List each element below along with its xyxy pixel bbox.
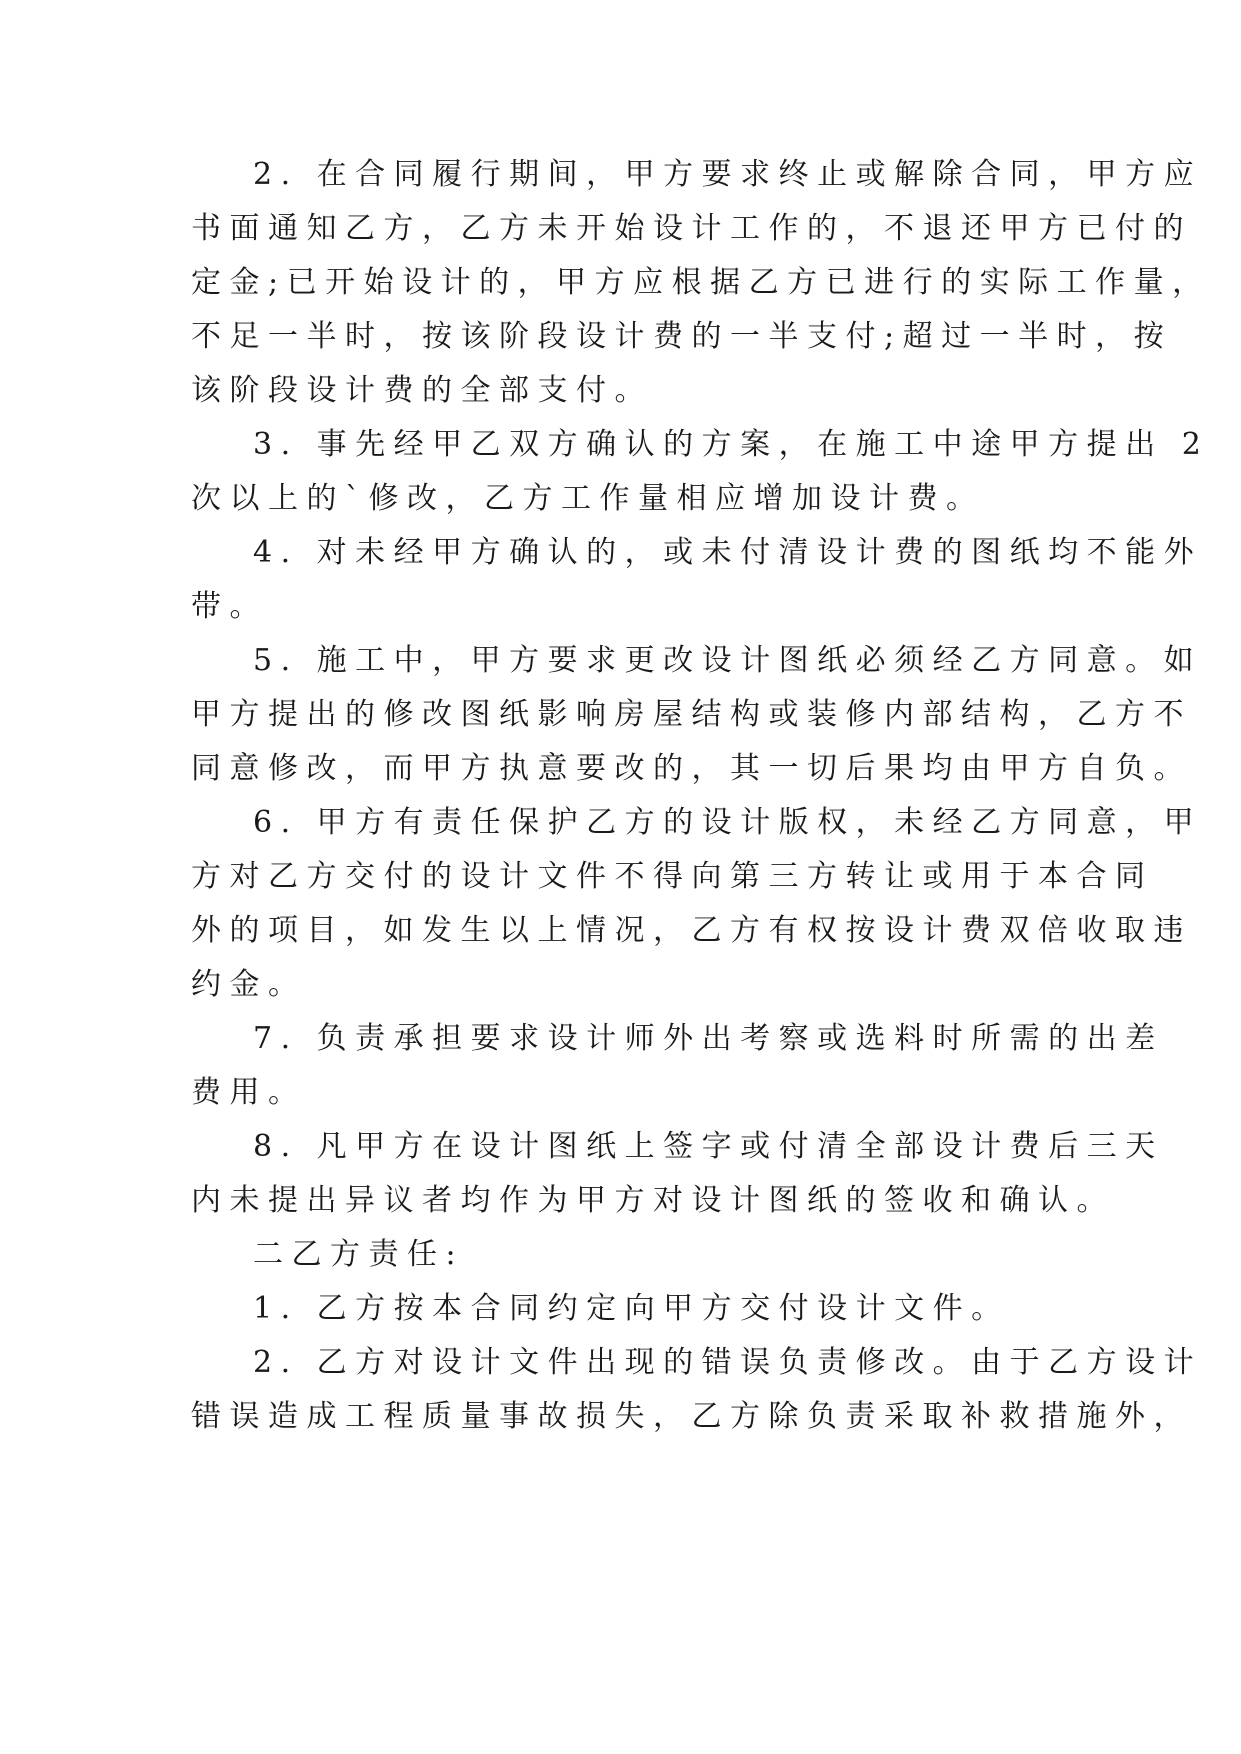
- section-heading-party-b: 二乙方责任:: [253, 1237, 465, 1272]
- clause-5-line-1: 5. 施工中，甲方要求更改设计图纸必须经乙方同意。如: [253, 643, 1203, 678]
- clause-4-line-1: 4. 对未经甲方确认的，或未付清设计费的图纸均不能外: [253, 535, 1203, 570]
- clause-8-line-2: 内未提出异议者均作为甲方对设计图纸的签收和确认。: [191, 1183, 1115, 1218]
- clause-2-line-1: 2. 在合同履行期间，甲方要求终止或解除合同，甲方应: [253, 157, 1203, 192]
- clause-8-line-1: 8. 凡甲方在设计图纸上签字或付清全部设计费后三天: [253, 1129, 1164, 1164]
- clause-7-line-1: 7. 负责承担要求设计师外出考察或选料时所需的出差: [253, 1021, 1164, 1056]
- clause-2-line-4: 不足一半时，按该阶段设计费的一半支付;超过一半时，按: [191, 319, 1173, 354]
- clause-6-line-4: 约金。: [191, 967, 307, 1002]
- clause-3-line-1: 3. 事先经甲乙双方确认的方案，在施工中途甲方提出 2: [253, 427, 1210, 462]
- clause-2-line-3: 定金;已开始设计的，甲方应根据乙方已进行的实际工作量，: [191, 265, 1211, 300]
- clause-2-line-2: 书面通知乙方，乙方未开始设计工作的，不退还甲方已付的: [191, 211, 1192, 246]
- clause-6-line-3: 外的项目，如发生以上情况，乙方有权按设计费双倍收取违: [191, 913, 1192, 948]
- clause-6-line-1: 6. 甲方有责任保护乙方的设计版权，未经乙方同意，甲: [253, 805, 1203, 840]
- clause-5-line-2: 甲方提出的修改图纸影响房屋结构或装修内部结构，乙方不: [191, 697, 1192, 732]
- clause-7-line-2: 费用。: [191, 1075, 307, 1110]
- clause-2-line-5: 该阶段设计费的全部支付。: [191, 373, 653, 408]
- clause-3-line-2: 次以上的`修改，乙方工作量相应增加设计费。: [191, 481, 985, 516]
- clause-4-line-2: 带。: [191, 589, 268, 624]
- party-b-clause-2-line-1: 2. 乙方对设计文件出现的错误负责修改。由于乙方设计: [253, 1345, 1203, 1380]
- party-b-clause-1: 1. 乙方按本合同约定向甲方交付设计文件。: [253, 1291, 1010, 1326]
- party-b-clause-2-line-2: 错误造成工程质量事故损失，乙方除负责采取补救措施外，: [191, 1399, 1192, 1434]
- clause-5-line-3: 同意修改，而甲方执意要改的，其一切后果均由甲方自负。: [191, 751, 1192, 786]
- clause-6-line-2: 方对乙方交付的设计文件不得向第三方转让或用于本合同: [191, 859, 1154, 894]
